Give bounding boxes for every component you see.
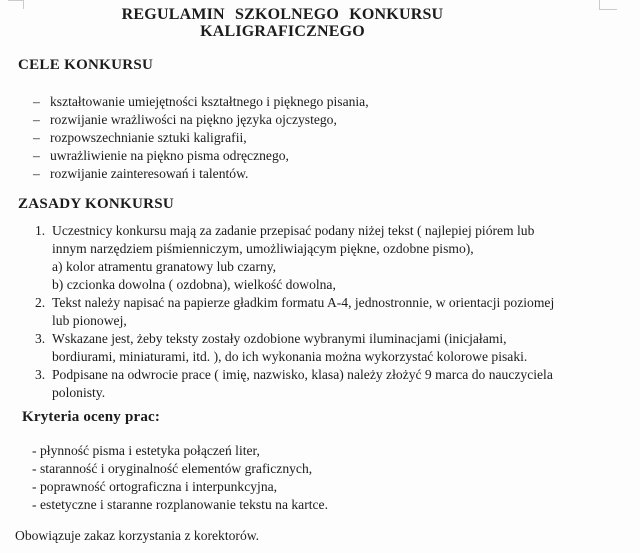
list-marker: – [33,112,40,127]
numbered-item [35,294,640,330]
cele-list [0,93,640,183]
text-line: b) czcionka dowolna ( ozdobna), wielkość dowolna, [52,277,336,292]
list-marker: - [32,497,37,512]
list-marker: - [32,443,37,458]
list-item [32,442,640,460]
text-line: Wskazane jest, żeby teksty zostały ozdobione wybranymi iluminacjami (inicjałami, [52,331,507,346]
section-heading-zasady: ZASADY KONKURSU [18,196,175,212]
numbered-item-body [52,366,553,402]
list-marker: – [33,166,40,181]
list-marker: – [33,148,40,163]
numbered-item-body [52,330,527,366]
list-marker: – [33,130,40,145]
list-item-text: płynność pisma i estetyka połączeń liter, [40,443,260,458]
crop-mark-top-left-icon [8,0,24,9]
numbered-item [35,222,640,294]
list-item-text: estetyczne i staranne rozplanowanie tekstu na kartce. [40,497,328,512]
list-item [33,93,640,111]
list-item [32,460,640,478]
crop-mark-top-right-icon [599,0,617,10]
list-number: 3. [35,367,46,382]
list-number: 1. [35,223,46,238]
list-item [33,165,640,183]
text-line: bordiurami, miniaturami, itd. ), do ich wykonania można wykorzystać kolorowe pisaki. [52,349,528,364]
numbered-item [35,330,640,366]
list-number: 2. [35,295,46,310]
document-title [0,6,565,40]
section-heading-cele: CELE KONKURSU [18,57,154,73]
list-item [32,478,640,496]
text-line: Uczestnicy konkursu mają za zadanie przepisać podany niżej tekst ( najlepiej piórem lub [52,223,535,238]
text-line: lub pionowej, [52,313,127,328]
list-item [33,129,640,147]
zasady-list [0,222,640,402]
text-line: Tekst należy napisać na papierze gładkim formatu A-4, jednostronnie, w orientacji poziomej [52,295,555,310]
list-item-text: staranność i oryginalność elementów graficznych, [40,461,313,476]
list-marker: - [32,461,37,476]
list-item-text: rozwijanie zainteresowań i talentów. [50,166,249,181]
list-marker: - [32,479,37,494]
numbered-item [35,366,640,402]
numbered-item-body [52,294,554,330]
section-heading-kryteria: Kryteria oceny prac: [22,409,161,425]
list-item-text: poprawność ortograficzna i interpunkcyjna, [40,479,278,494]
kryteria-list [0,442,640,514]
text-line: a) kolor atramentu granatowy lub czarny, [52,259,277,274]
footer-note: Obowiązuje zakaz korzystania z korektorów. [15,528,260,543]
list-item [32,496,640,514]
list-number: 3. [35,331,46,346]
list-item-text: kształtowanie umiejętności kształtnego i pięknego pisania, [50,94,369,109]
list-item [33,111,640,129]
document-title-line-2: KALIGRAFICZNEGO [200,23,365,40]
text-line: polonisty. [52,385,106,400]
document-title-line-1: REGULAMIN SZKOLNEGO KONKURSU [121,6,444,23]
list-item-text: uwrażliwienie na piękno pisma odręcznego, [50,148,289,163]
text-line: innym narzędziem piśmienniczym, umożliwiającym piękne, ozdobne pismo), [52,241,474,256]
text-line: Podpisane na odwrocie prace ( imię, nazwisko, klasa) należy złożyć 9 marca do nauczyciela [52,367,553,382]
list-item-text: rozpowszechnianie sztuki kaligrafii, [50,130,247,145]
list-marker: – [33,94,40,109]
list-item [33,147,640,165]
numbered-item-body [52,222,534,294]
list-item-text: rozwijanie wrażliwości na piękno języka ojczystego, [50,112,337,127]
